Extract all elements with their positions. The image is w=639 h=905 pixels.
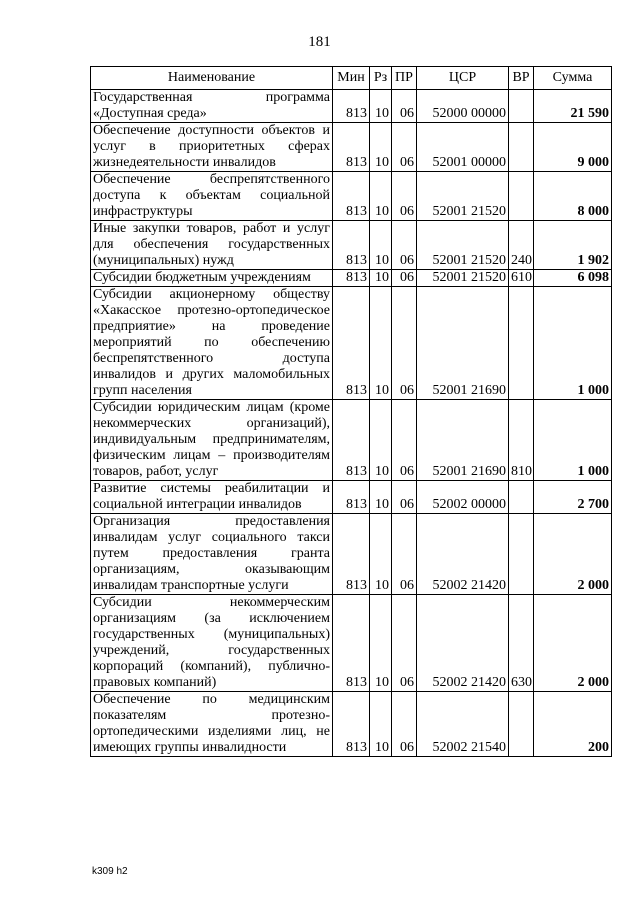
row-rz: 10 bbox=[370, 287, 392, 400]
row-name: Обеспечение по медицинским показателям протезно-ортопедическими изделиями лиц, не имеющих группы инвалидности bbox=[91, 692, 333, 757]
header-sum: Сумма bbox=[534, 67, 612, 90]
row-sum: 2 000 bbox=[534, 514, 612, 595]
table-row bbox=[91, 595, 612, 692]
row-csr: 52001 21690 bbox=[417, 287, 509, 400]
row-min: 813 bbox=[333, 123, 370, 172]
row-rz: 10 bbox=[370, 172, 392, 221]
row-sum: 1 902 bbox=[534, 221, 612, 270]
row-sum: 1 000 bbox=[534, 400, 612, 481]
row-vr bbox=[509, 123, 534, 172]
row-csr: 52002 21420 bbox=[417, 595, 509, 692]
table-row bbox=[91, 270, 612, 287]
table-row bbox=[91, 221, 612, 270]
row-vr bbox=[509, 514, 534, 595]
row-min: 813 bbox=[333, 90, 370, 123]
row-name: Развитие системы реабилитации и социальной интеграции инвалидов bbox=[91, 481, 333, 514]
header-pr: ПР bbox=[392, 67, 417, 90]
row-rz: 10 bbox=[370, 481, 392, 514]
row-name: Обеспечение беспрепятственного доступа к объектам социальной инфраструктуры bbox=[91, 172, 333, 221]
row-pr: 06 bbox=[392, 270, 417, 287]
row-csr: 52001 00000 bbox=[417, 123, 509, 172]
table-header-row bbox=[91, 67, 612, 90]
row-rz: 10 bbox=[370, 90, 392, 123]
header-min: Мин bbox=[333, 67, 370, 90]
row-rz: 10 bbox=[370, 221, 392, 270]
row-rz: 10 bbox=[370, 514, 392, 595]
row-sum: 6 098 bbox=[534, 270, 612, 287]
table-row bbox=[91, 172, 612, 221]
row-name: Иные закупки товаров, работ и услуг для обеспечения государственных (муниципальных) нужд bbox=[91, 221, 333, 270]
row-pr: 06 bbox=[392, 692, 417, 757]
page-number: 181 bbox=[308, 34, 331, 50]
row-vr bbox=[509, 692, 534, 757]
row-csr: 52000 00000 bbox=[417, 90, 509, 123]
row-pr: 06 bbox=[392, 400, 417, 481]
row-min: 813 bbox=[333, 270, 370, 287]
row-name: Обеспечение доступности объектов и услуг в приоритетных сферах жизнедеятельности инвалидов bbox=[91, 123, 333, 172]
row-sum: 2 700 bbox=[534, 481, 612, 514]
row-sum: 1 000 bbox=[534, 287, 612, 400]
row-csr: 52002 00000 bbox=[417, 481, 509, 514]
row-vr bbox=[509, 287, 534, 400]
row-vr: 630 bbox=[509, 595, 534, 692]
row-vr bbox=[509, 90, 534, 123]
row-sum: 8 000 bbox=[534, 172, 612, 221]
row-rz: 10 bbox=[370, 595, 392, 692]
row-min: 813 bbox=[333, 400, 370, 481]
table-row bbox=[91, 692, 612, 757]
row-min: 813 bbox=[333, 221, 370, 270]
row-name: Субсидии юридическим лицам (кроме некоммерческих организаций), индивидуальным предпринимателям, физическим лицам – производителям товаров, работ, услуг bbox=[91, 400, 333, 481]
budget-table bbox=[90, 66, 612, 757]
row-csr: 52002 21540 bbox=[417, 692, 509, 757]
table-row bbox=[91, 481, 612, 514]
header-csr: ЦСР bbox=[417, 67, 509, 90]
row-name: Государственная программа «Доступная среда» bbox=[91, 90, 333, 123]
row-rz: 10 bbox=[370, 123, 392, 172]
row-rz: 10 bbox=[370, 270, 392, 287]
row-pr: 06 bbox=[392, 172, 417, 221]
table-row bbox=[91, 287, 612, 400]
row-name: Субсидии акционерному обществу «Хакасское протезно-ортопедическое предприятие» на проведение мероприятий по обеспечению беспрепятственного доступа инвалидов и других маломобильных групп населения bbox=[91, 287, 333, 400]
row-rz: 10 bbox=[370, 400, 392, 481]
table-row bbox=[91, 514, 612, 595]
row-vr bbox=[509, 481, 534, 514]
header-vr: ВР bbox=[509, 67, 534, 90]
row-pr: 06 bbox=[392, 595, 417, 692]
row-vr bbox=[509, 172, 534, 221]
row-sum: 9 000 bbox=[534, 123, 612, 172]
row-name: Субсидии некоммерческим организациям (за исключением государственных (муниципальных) учреждений, государственных корпораций (компаний), публично-правовых компаний) bbox=[91, 595, 333, 692]
table-row bbox=[91, 400, 612, 481]
table-row bbox=[91, 90, 612, 123]
row-csr: 52001 21520 bbox=[417, 270, 509, 287]
row-pr: 06 bbox=[392, 481, 417, 514]
row-rz: 10 bbox=[370, 692, 392, 757]
row-sum: 2 000 bbox=[534, 595, 612, 692]
row-name: Субсидии бюджетным учреждениям bbox=[91, 270, 333, 287]
row-vr: 240 bbox=[509, 221, 534, 270]
row-min: 813 bbox=[333, 172, 370, 221]
row-sum: 200 bbox=[534, 692, 612, 757]
row-min: 813 bbox=[333, 692, 370, 757]
row-pr: 06 bbox=[392, 221, 417, 270]
row-csr: 52001 21520 bbox=[417, 221, 509, 270]
header-name: Наименование bbox=[91, 67, 333, 90]
row-csr: 52001 21520 bbox=[417, 172, 509, 221]
row-sum: 21 590 bbox=[534, 90, 612, 123]
row-csr: 52001 21690 bbox=[417, 400, 509, 481]
row-vr: 810 bbox=[509, 400, 534, 481]
row-min: 813 bbox=[333, 595, 370, 692]
row-name: Организация предоставления инвалидам услуг социального такси путем предоставления гранта организациям, оказывающим инвалидам транспортные услуги bbox=[91, 514, 333, 595]
row-vr: 610 bbox=[509, 270, 534, 287]
row-min: 813 bbox=[333, 481, 370, 514]
footer-code: k309 h2 bbox=[92, 866, 128, 877]
row-min: 813 bbox=[333, 514, 370, 595]
table-row bbox=[91, 123, 612, 172]
row-pr: 06 bbox=[392, 514, 417, 595]
row-pr: 06 bbox=[392, 287, 417, 400]
row-min: 813 bbox=[333, 287, 370, 400]
row-pr: 06 bbox=[392, 90, 417, 123]
row-pr: 06 bbox=[392, 123, 417, 172]
row-csr: 52002 21420 bbox=[417, 514, 509, 595]
header-rz: Рз bbox=[370, 67, 392, 90]
